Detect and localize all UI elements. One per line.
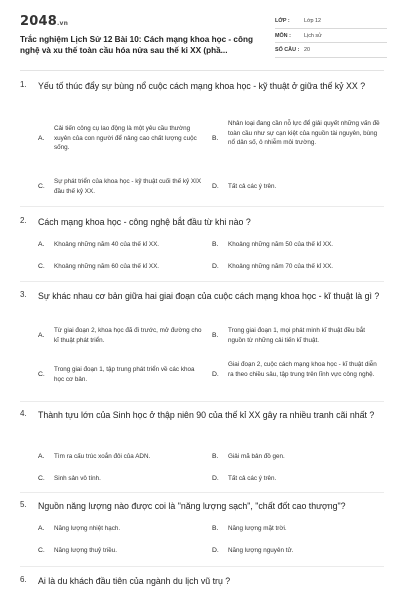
option-letter: C. [38,371,45,378]
meta-value: 20 [304,47,310,53]
option-letter: B. [212,525,219,532]
question-number: 5. [20,500,27,509]
question-5 [20,500,384,560]
option-letter: C. [38,475,45,482]
meta-key: MÔN : [275,32,291,39]
option-letter: D. [212,371,219,378]
option-text: Năng lượng mặt trời. [228,525,287,532]
meta-value: Lớp 12 [304,18,322,24]
option-letter: D. [212,547,219,554]
option-text: Nhân loại đang cần nỗ lực để giải quyết những vấn đề toàn cầu như sự cạn kiệt của nguồn tài nguyên, bùng nổ dân số, ô nhiễm môi trường. [228,120,380,147]
option-letter: B. [212,241,219,248]
question-number: 6. [20,575,27,584]
logo-text: 2048 [20,14,57,29]
meta-value: Lịch sử [304,32,322,39]
question-divider [20,566,384,567]
quiz-meta [275,14,387,58]
option-letter: C. [38,547,45,554]
meta-row-count [275,43,387,58]
option-text: Giai đoạn 2, cuộc cách mạng khoa học - kĩ thuật diễn ra theo chiều sâu, tập trung trên lĩnh vực công nghệ. [228,361,377,378]
question-text: Ai là du khách đầu tiên của ngành du lịch vũ trụ ? [38,576,231,586]
option-letter: C. [38,263,45,270]
option-text: Tìm ra cấu trúc xoắn đôi của ADN. [54,453,151,460]
option-letter: A. [38,453,45,460]
option-text: Năng lượng nhiệt hạch. [54,525,121,532]
option-letter: B. [212,453,219,460]
option-letter: B. [212,135,219,142]
question-1 [20,80,384,200]
question-number: 4. [20,409,27,418]
option-letter: B. [212,332,219,339]
option-text: Khoảng những năm 70 của thế kỉ XX. [228,263,334,270]
quiz-title: Trắc nghiệm Lịch Sử 12 Bài 10: Cách mạng khoa học - công nghệ và xu thế toàn cầu hóa nửa sau thế kỉ XX (phầ... [20,35,253,55]
option-text: Tất cả các ý trên. [228,475,277,482]
question-3 [20,290,384,400]
logo-suffix: .vn [56,20,69,27]
option-text: Sinh sản vô tính. [54,475,101,482]
question-4 [20,409,384,489]
option-text: Trong giai đoạn 1, tập trung phát triển về các khoa học cơ bản. [54,366,195,383]
meta-key: LỚP : [275,18,290,24]
question-text: Sự khác nhau cơ bản giữa hai giai đoạn của cuộc cách mạng khoa học - kĩ thuật là gì ? [38,291,380,301]
option-letter: A. [38,241,45,248]
option-text: Năng lượng nguyên tử. [228,547,294,554]
question-6 [20,575,384,595]
option-letter: D. [212,183,219,190]
question-text: Thành tựu lớn của Sinh học ở thập niên 90 của thế kỉ XX gây ra nhiều tranh cãi nhất ? [38,410,375,420]
question-divider [20,206,384,207]
page-header [20,12,384,62]
question-divider [20,492,384,493]
question-text: Cách mạng khoa học - công nghệ bắt đầu từ khi nào ? [38,217,251,227]
option-letter: A. [38,135,45,142]
option-letter: D. [212,263,219,270]
option-text: Từ giai đoạn 2, khoa học đã đi trước, mở đường cho kĩ thuật phát triển. [54,327,202,344]
option-text: Cải tiến công cụ lao động là một yêu cầu thường xuyên của con người để nâng cao chất lượng cuộc sống. [54,125,197,152]
option-text: Trong giai đoạn 1, mọi phát minh kĩ thuật đều bắt nguồn từ những cải tiến kĩ thuật. [228,327,365,344]
question-divider [20,281,384,282]
option-text: Khoảng những năm 40 của thế kỉ XX. [54,241,160,248]
meta-row-class [275,14,387,29]
option-text: Giải mã bản đồ gen. [228,453,285,460]
header-divider [20,70,384,71]
option-text: Năng lượng thuỷ triều. [54,547,117,554]
option-letter: A. [38,525,45,532]
option-text: Sự phát triển của khoa học - kỹ thuật cuối thế kỷ XIX đầu thế kỷ XX. [54,178,202,195]
option-letter: A. [38,332,45,339]
question-divider [20,401,384,402]
option-letter: C. [38,183,45,190]
question-number: 1. [20,80,27,89]
question-2 [20,216,384,276]
meta-key: SỐ CÂU : [275,47,300,53]
question-text: Nguồn năng lượng nào được coi là "năng lượng sạch", "chất đốt cao thượng"? [38,501,346,511]
question-number: 3. [20,290,27,299]
option-text: Khoảng những năm 60 của thế kỉ XX. [54,263,160,270]
question-text: Yếu tố thúc đẩy sự bùng nổ cuộc cách mạng khoa học - kỹ thuật ở giữa thế kỷ XX ? [38,81,366,91]
option-text: Khoảng những năm 50 của thế kỉ XX. [228,241,334,248]
option-letter: D. [212,475,219,482]
site-logo[interactable] [20,14,68,29]
question-number: 2. [20,216,27,225]
option-text: Tất cả các ý trên. [228,183,277,190]
meta-row-subject [275,29,387,44]
